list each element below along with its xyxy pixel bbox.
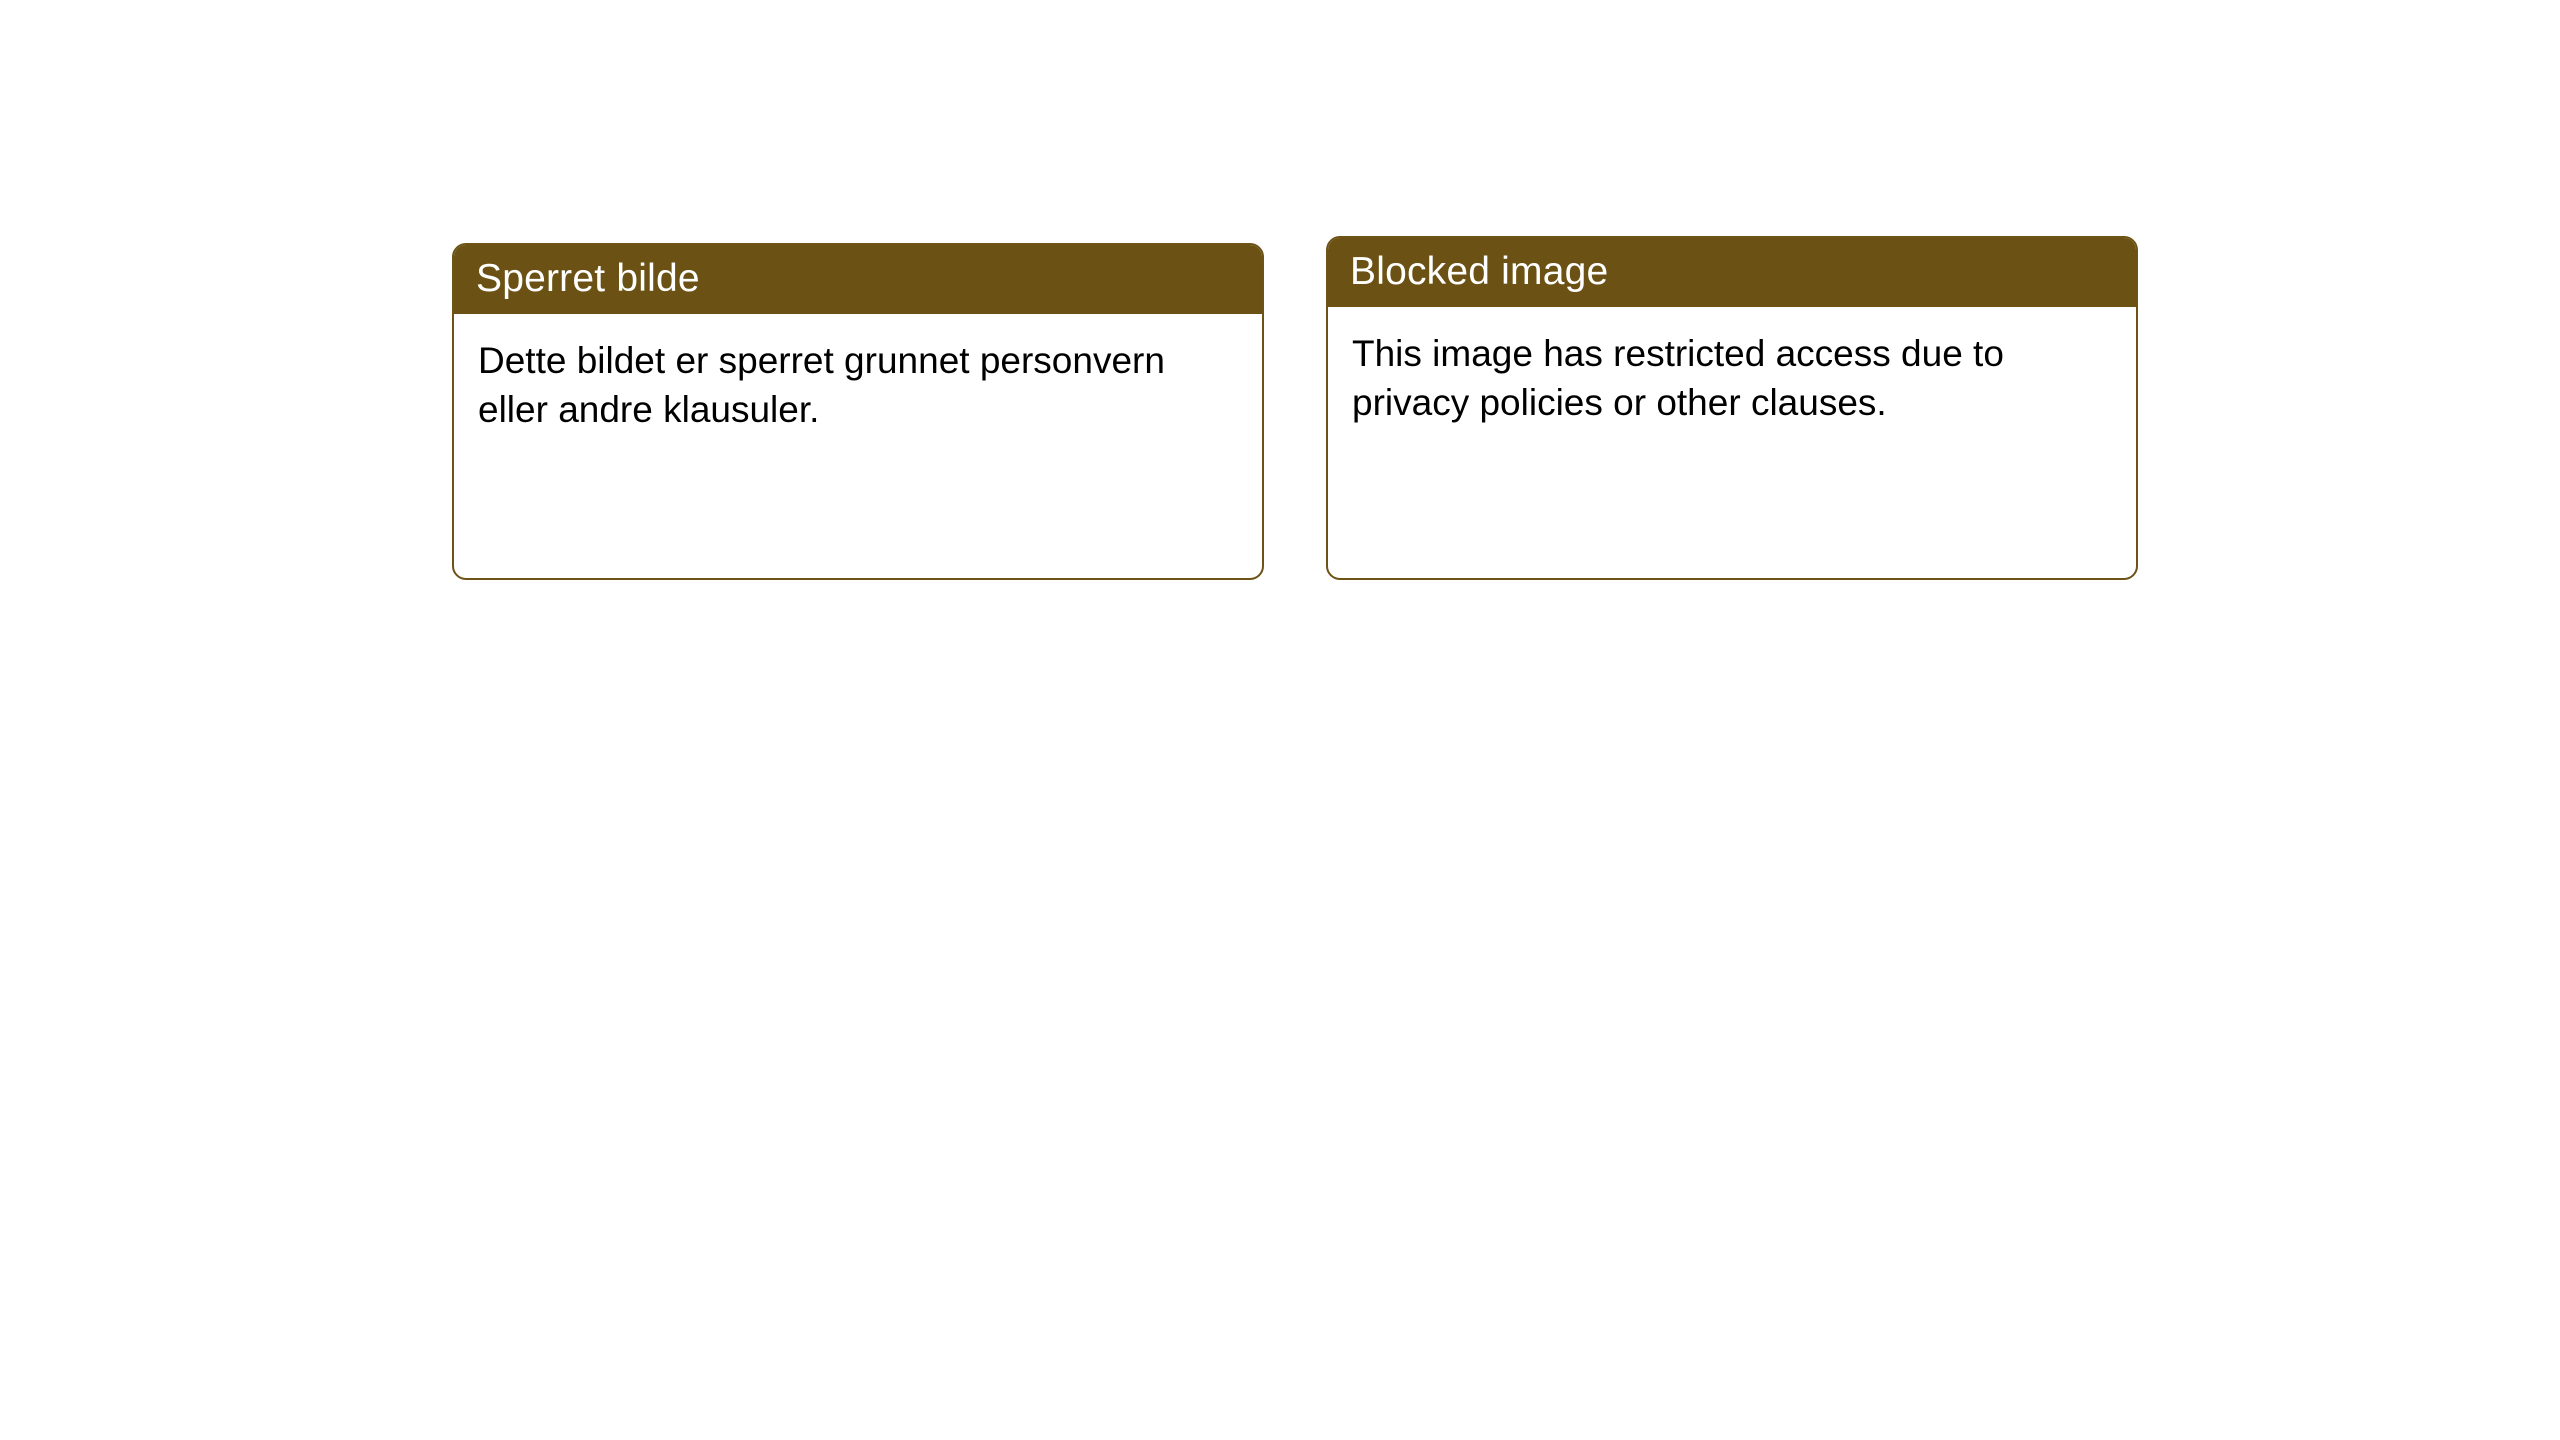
blocked-image-notice-norwegian xyxy=(452,243,1264,580)
notice-body-norwegian xyxy=(454,314,1262,458)
notice-body-english xyxy=(1328,307,2136,451)
notice-body-text-english: This image has restricted access due to privacy policies or other clauses. xyxy=(1352,333,2004,424)
notice-title-english: Blocked image xyxy=(1328,238,2136,307)
blocked-image-notice-english xyxy=(1326,236,2138,580)
notice-title-norwegian: Sperret bilde xyxy=(454,245,1262,314)
notice-body-text-norwegian: Dette bildet er sperret grunnet personvern eller andre klausuler. xyxy=(478,340,1165,431)
